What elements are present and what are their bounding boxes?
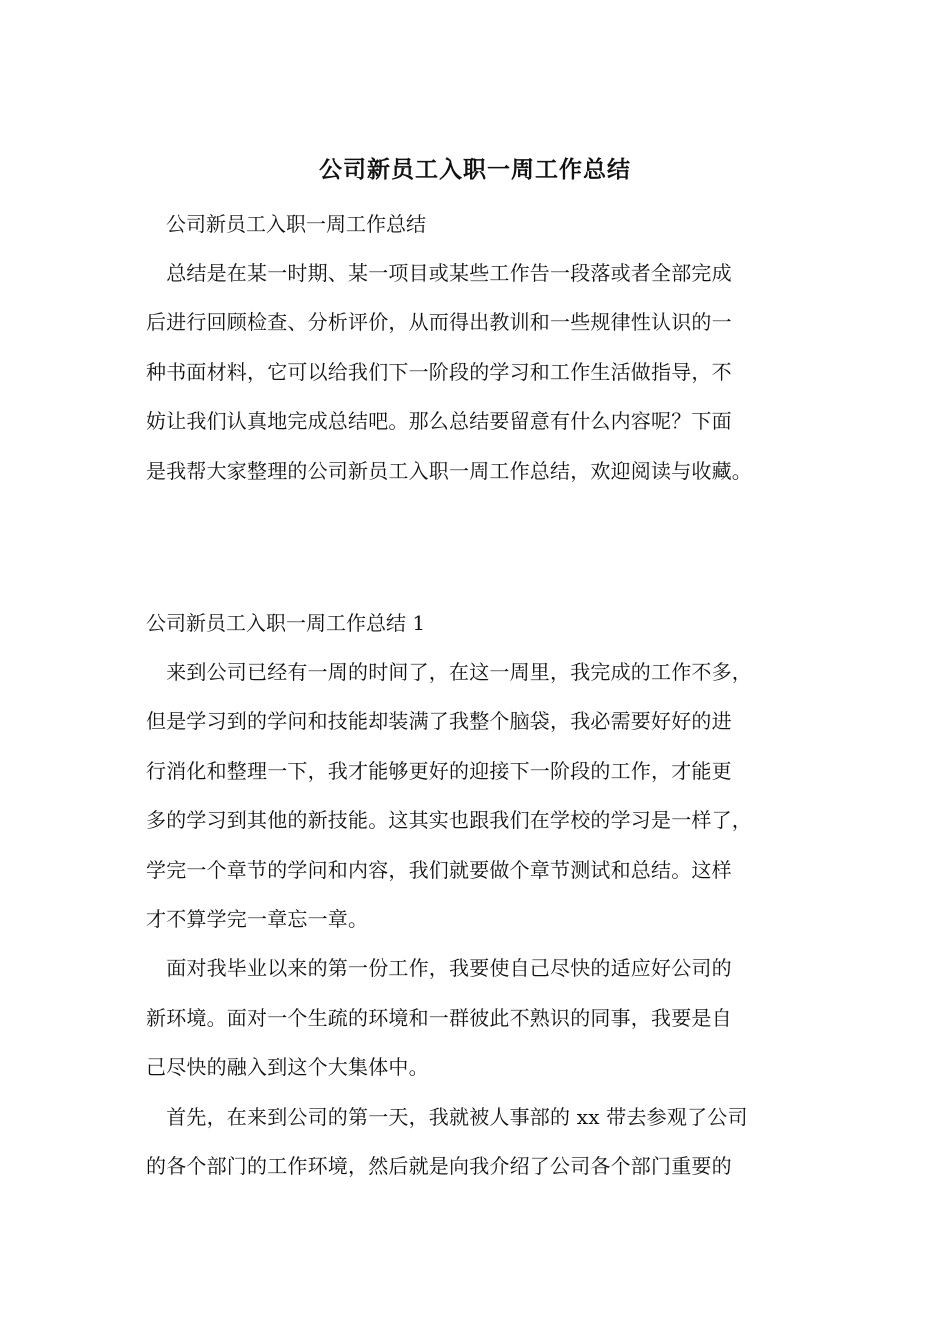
intro-line: 种书面材料，它可以给我们下一阶段的学习和工作生活做指导，不	[146, 359, 732, 384]
body-line: 学完一个章节的学问和内容，我们就要做个章节测试和总结。这样	[146, 857, 732, 882]
body-line: 但是学习到的学问和技能却装满了我整个脑袋，我必需要好好的进	[146, 709, 732, 734]
body-text	[146, 648, 826, 1191]
intro-line: 妨让我们认真地完成总结吧。那么总结要留意有什么内容呢？下面	[146, 409, 732, 434]
body-line: 面对我毕业以来的第一份工作，我要使自己尽快的适应好公司的	[146, 956, 732, 981]
body-line: 首先，在来到公司的第一天，我就被人事部的 xx 带去参观了公司	[146, 1104, 748, 1129]
intro-line: 是我帮大家整理的公司新员工入职一周工作总结，欢迎阅读与收藏。	[146, 458, 752, 483]
body-line: 多的学习到其他的新技能。这其实也跟我们在学校的学习是一样了，	[146, 808, 752, 833]
body-line: 的各个部门的工作环境，然后就是向我介绍了公司各个部门重要的	[146, 1153, 732, 1178]
intro-line: 总结是在某一时期、某一项目或某些工作告一段落或者全部完成	[146, 261, 732, 285]
section-heading: 公司新员工入职一周工作总结 1	[146, 611, 426, 635]
intro-paragraph	[146, 249, 826, 496]
body-line: 新环境。面对一个生疏的环境和一群彼此不熟识的同事，我要是自	[146, 1005, 732, 1030]
body-line: 行消化和整理一下，我才能够更好的迎接下一阶段的工作，才能更	[146, 758, 732, 783]
intro-line: 后进行回顾检查、分析评价，从而得出教训和一些规律性认识的一	[146, 310, 732, 335]
body-line: 来到公司已经有一周的时间了，在这一周里，我完成的工作不多，	[146, 660, 752, 684]
document-subtitle: 公司新员工入职一周工作总结	[166, 212, 426, 236]
body-line: 己尽快的融入到这个大集体中。	[146, 1055, 429, 1080]
document-title: 公司新员工入职一周工作总结	[319, 156, 631, 183]
body-line: 才不算学完一章忘一章。	[146, 906, 369, 931]
